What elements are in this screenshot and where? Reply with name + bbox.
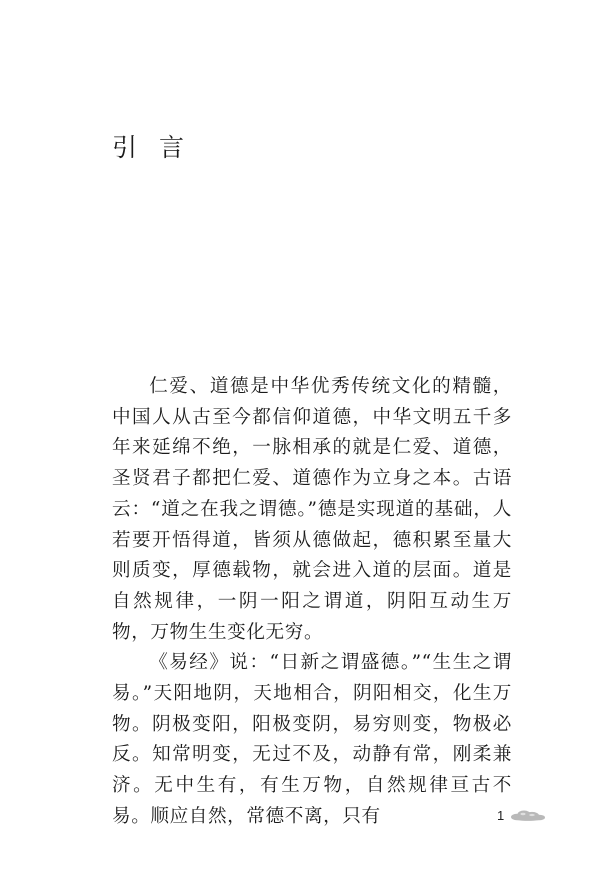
paragraph-2: 《易经》说：“日新之谓盛德。”“生生之谓易。”天阳地阴，天地相合，阴阳相交，化生万物。阴极变阳，阳极变阴，易穷则变，物极必反。知常明变，无过不及，动静有常，刚柔兼济。无中生有，有生万物，自然规律亘古不易。顺应自然，常德不离，只有 xyxy=(112,652,512,827)
page-number: 1 xyxy=(497,807,505,823)
cloud-ornament-icon xyxy=(510,808,546,822)
page-footer xyxy=(497,804,546,826)
body-text xyxy=(112,372,512,833)
paragraph-1: 仁爱、道德是中华优秀传统文化的精髓，中国人从古至今都信仰道德，中华文明五千多年来延绵不绝，一脉相承的就是仁爱、道德，圣贤君子都把仁爱、道德作为立身之本。古语云：“道之在我之谓德。”德是实现道的基础，人若要开悟得道，皆须从德做起，德积累至量大则质变，厚德载物，就会进入道的层面。道是自然规律，一阴一阳之谓道，阴阳互动生万物，万物生生变化无穷。 xyxy=(112,376,512,643)
chapter-title: 引言 xyxy=(112,133,207,162)
